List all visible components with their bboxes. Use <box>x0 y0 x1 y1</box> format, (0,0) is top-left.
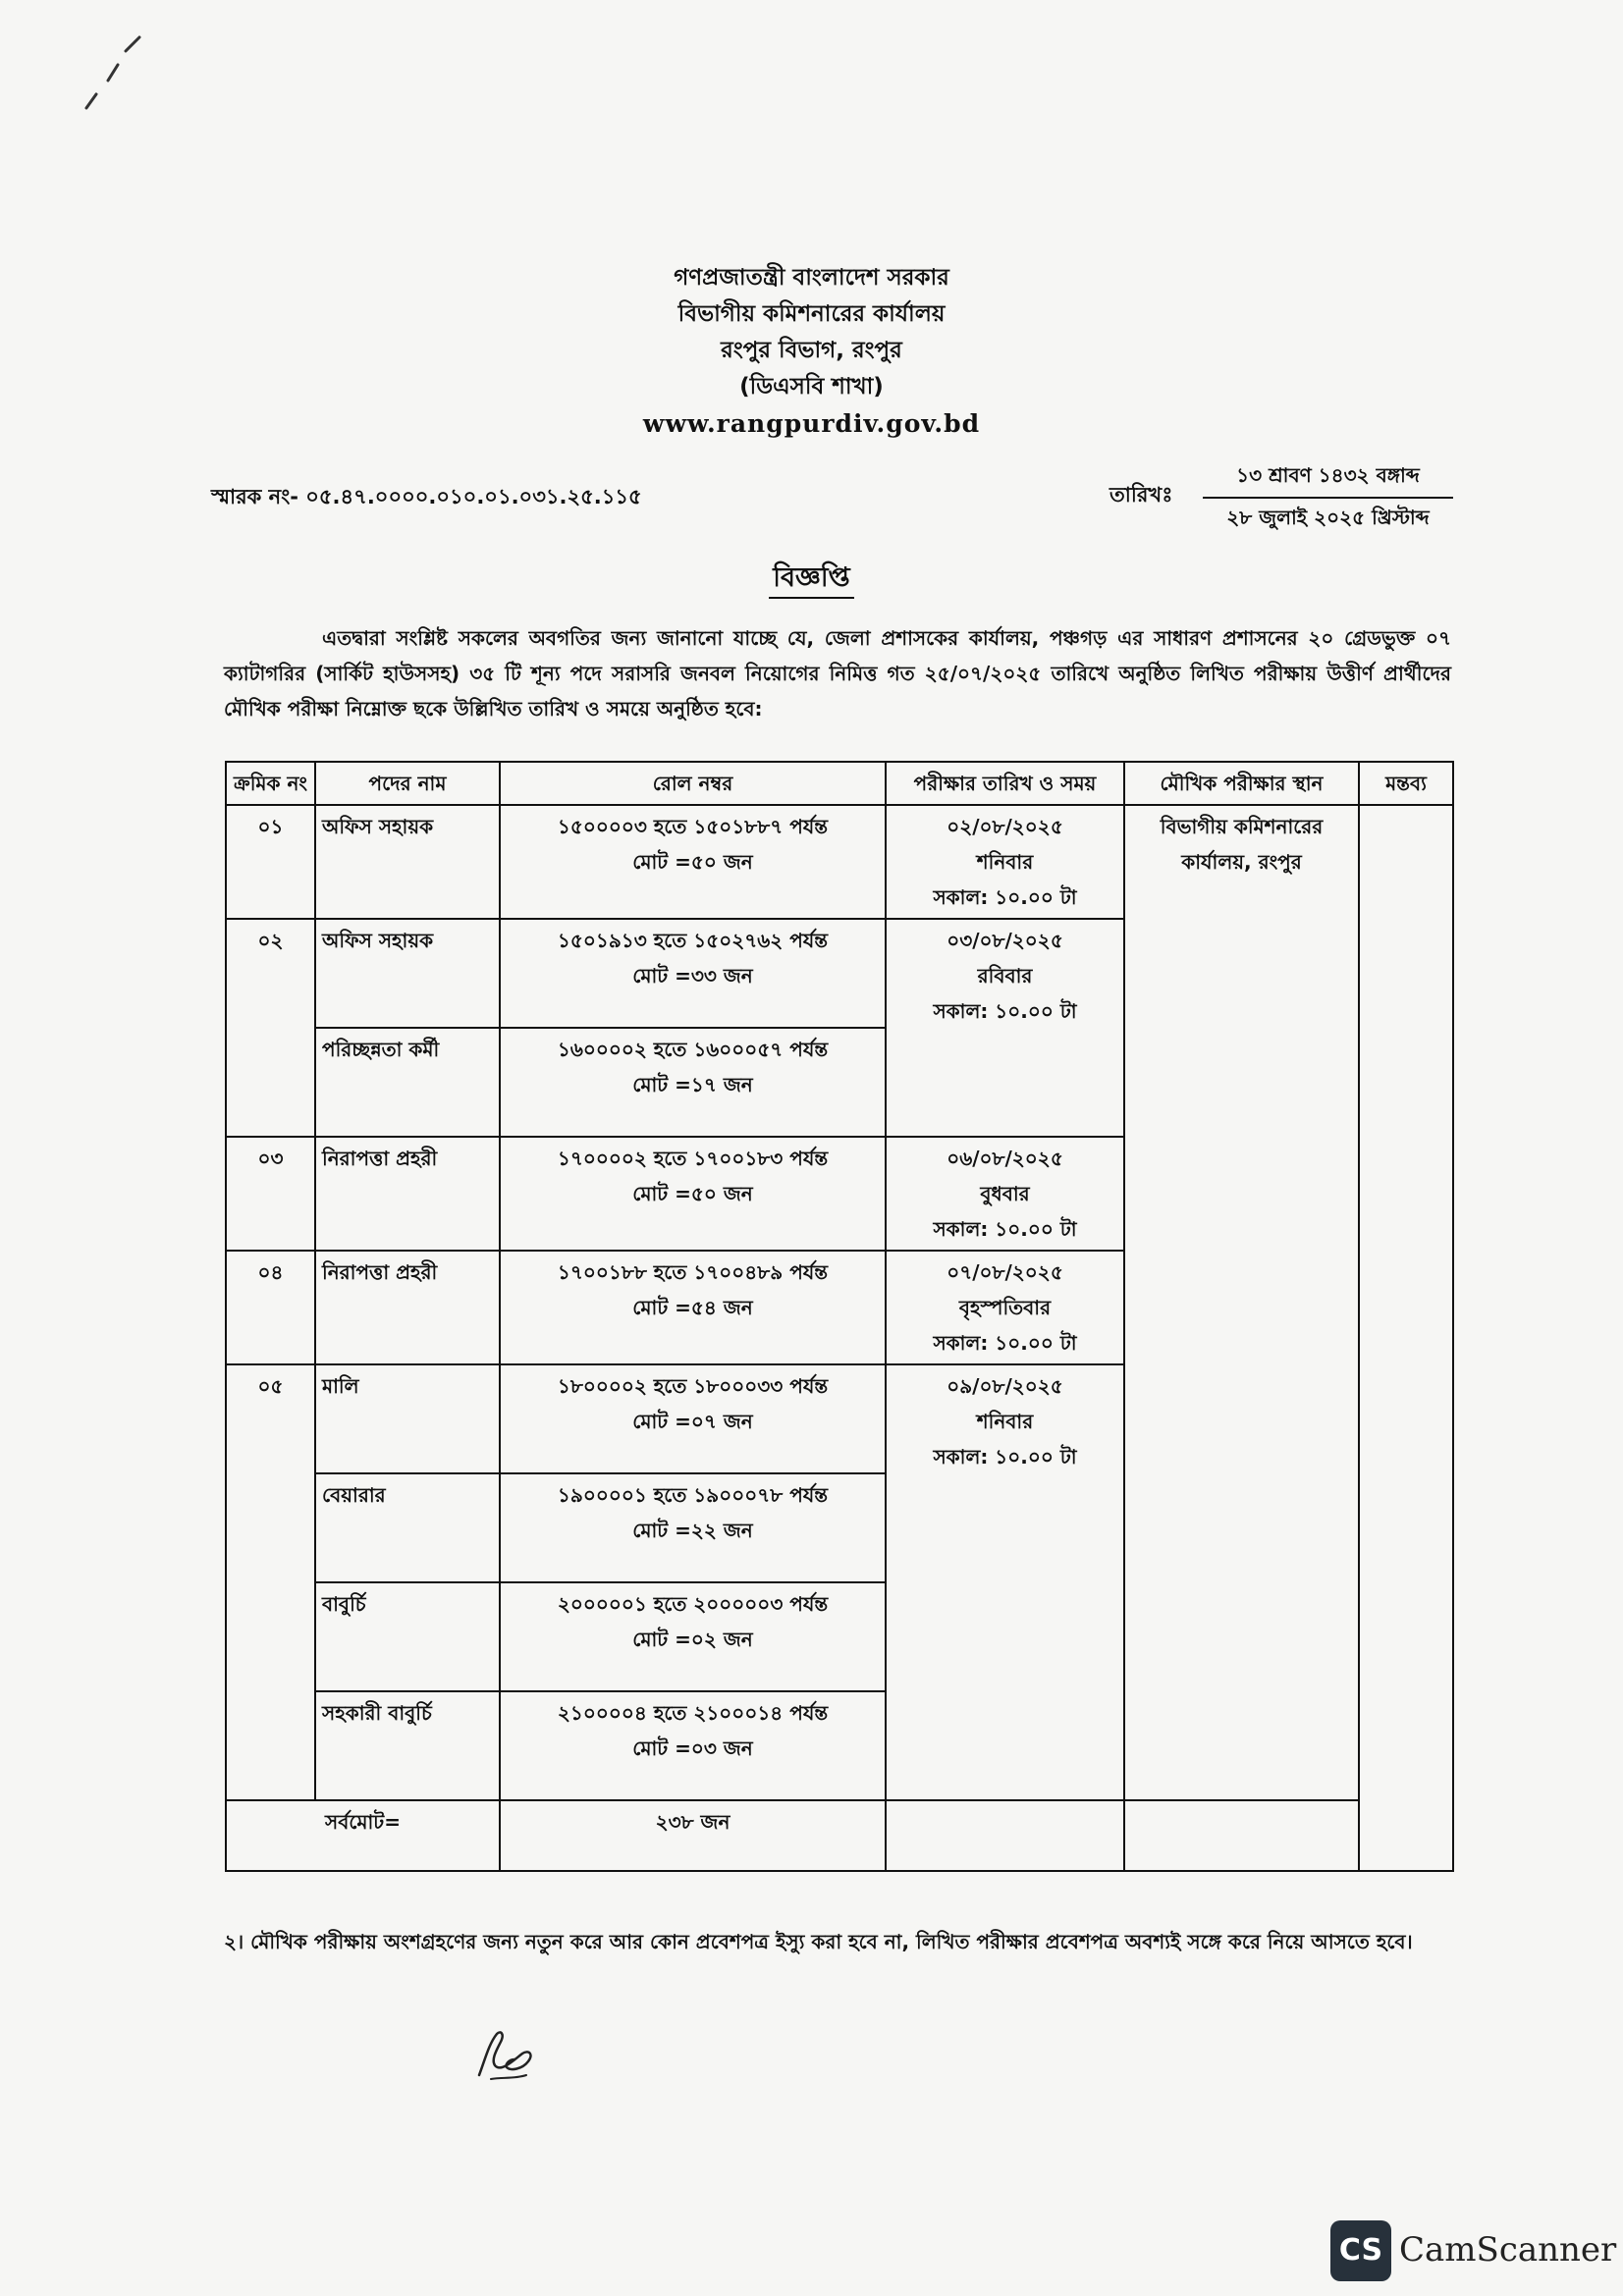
exam-schedule-table <box>225 761 1454 1872</box>
roll-range: ২১০০০০৪ হতে ২১০০০১৪ পর্যন্ত <box>557 1701 829 1725</box>
exam-day: শনিবার <box>976 1410 1034 1433</box>
table-row <box>226 805 1453 919</box>
col-header-venue: মৌখিক পরীক্ষার স্থান <box>1124 762 1359 805</box>
office-name: বিভাগীয় কমিশনারের কার্যালয় <box>677 301 946 327</box>
roll-cell <box>500 1582 886 1691</box>
roll-range: ১৭০০০০২ হতে ১৭০০১৮৩ পর্যন্ত <box>557 1147 829 1170</box>
roll-range: ১৫০০০০৩ হতে ১৫০১৮৮৭ পর্যন্ত <box>557 815 829 838</box>
roll-total: মোট =২২ জন <box>632 1519 753 1542</box>
exam-date: ০৭/০৮/২০২৫ <box>947 1260 1063 1284</box>
exam-time: সকাল: ১০.০০ টা <box>933 1331 1077 1355</box>
notice-body: এতদ্বারা সংশ্লিষ্ট সকলের অবগতির জন্য জানানো যাচ্ছে যে, জেলা প্রশাসকের কার্যালয়, পঞ্চগড় এর সাধারণ প্রশাসনের ২০ গ্রেডভুক্ত ০৭ ক্যাটাগরির (সার্কিট হাউসসহ) ৩৫ টি শূন্য পদে সরাসরি জনবল নিয়োগের নিমিত্ত গত ২৫/০৭/২০২৫ তারিখে অনুষ্ঠিত লিখিত পরীক্ষায় উত্তীর্ণ প্রার্থীদের মৌখিক পরীক্ষা নিম্নোক্ত ছকে উল্লিখিত তারিখ ও সময়ে অনুষ্ঠিত হবে: <box>224 626 1451 721</box>
venue-cell: বিভাগীয় কমিশনারের কার্যালয়, রংপুর <box>1124 805 1359 1800</box>
serial-cell: ০৫ <box>226 1364 315 1800</box>
roll-total: মোট =৩৩ জন <box>632 964 753 988</box>
branch-name: (ডিএসবি শাখা) <box>739 374 884 400</box>
exam-time: সকাল: ১০.০০ টা <box>933 1445 1077 1468</box>
exam-day: রবিবার <box>977 964 1033 988</box>
roll-cell <box>500 919 886 1028</box>
roll-range: ২০০০০০১ হতে ২০০০০০৩ পর্যন্ত <box>557 1592 829 1616</box>
exam-date-cell <box>886 1137 1124 1251</box>
col-header-post: পদের নাম <box>315 762 500 805</box>
roll-total: মোট =৫৪ জন <box>632 1296 753 1319</box>
grand-total-value: ২৩৮ জন <box>500 1800 886 1871</box>
table-header-row <box>226 762 1453 805</box>
exam-date: ০২/০৮/২০২৫ <box>947 815 1063 838</box>
post-cell: অফিস সহায়ক <box>315 805 500 919</box>
date-block <box>1203 461 1453 536</box>
roll-total: মোট =৫০ জন <box>632 1182 753 1205</box>
roll-cell <box>500 1251 886 1364</box>
grand-total-row <box>226 1800 1453 1871</box>
footnote-instruction: ২। মৌখিক পরীক্ষায় অংশগ্রহণের জন্য নতুন করে আর কোন প্রবেশপত্র ইস্যু করা হবে না, লিখিত পরীক্ষার প্রবেশপত্র অবশ্যই সঙ্গে করে নিয়ে আসতে হবে। <box>224 1930 1413 1953</box>
pen-stroke-mark <box>79 29 157 118</box>
roll-cell <box>500 805 886 919</box>
post-cell: বেয়ারার <box>315 1473 500 1582</box>
notice-title <box>0 558 1623 602</box>
notice-title-text: বিজ্ঞপ্তি <box>769 562 854 599</box>
col-header-remarks: মন্তব্য <box>1359 762 1453 805</box>
post-cell: বাবুর্চি <box>315 1582 500 1691</box>
grand-total-empty-cell <box>886 1800 1124 1871</box>
col-header-serial: ক্রমিক নং <box>226 762 315 805</box>
exam-time: সকাল: ১০.০০ টা <box>933 1217 1077 1241</box>
date-bengali: ১৩ শ্রাবণ ১৪৩২ বঙ্গাব্দ <box>1236 463 1420 487</box>
serial-cell: ০৩ <box>226 1137 315 1251</box>
roll-total: মোট =০৩ জন <box>632 1736 753 1760</box>
government-name: গণপ্রজাতন্ত্রী বাংলাদেশ সরকার <box>674 265 949 291</box>
grand-total-empty-cell <box>1124 1800 1359 1871</box>
date-label: তারিখঃ <box>1109 483 1173 507</box>
exam-date-cell <box>886 1251 1124 1364</box>
post-cell: নিরাপত্তা প্রহরী <box>315 1137 500 1251</box>
signature <box>471 2020 550 2089</box>
roll-cell <box>500 1137 886 1251</box>
serial-cell: ০২ <box>226 919 315 1137</box>
roll-range: ১৮০০০০২ হতে ১৮০০০৩৩ পর্যন্ত <box>557 1374 829 1398</box>
exam-time: সকাল: ১০.০০ টা <box>933 999 1077 1023</box>
post-cell: সহকারী বাবুর্চি <box>315 1691 500 1800</box>
division-name: রংপুর বিভাগ, রংপুর <box>721 338 902 363</box>
exam-day: শনিবার <box>976 850 1034 874</box>
roll-total: মোট =০২ জন <box>632 1628 753 1651</box>
exam-date: ০৯/০৮/২০২৫ <box>947 1374 1063 1398</box>
website-address: www.rangpurdiv.gov.bd <box>642 409 981 438</box>
exam-date: ০৩/০৮/২০২৫ <box>947 929 1063 952</box>
exam-day: বৃহস্পতিবার <box>958 1296 1052 1319</box>
letterhead <box>0 260 1623 442</box>
serial-cell: ০৪ <box>226 1251 315 1364</box>
roll-total: মোট =০৭ জন <box>632 1410 753 1433</box>
roll-range: ১৭০০১৮৮ হতে ১৭০০৪৮৯ পর্যন্ত <box>557 1260 829 1284</box>
post-cell: অফিস সহায়ক <box>315 919 500 1028</box>
exam-date: ০৬/০৮/২০২৫ <box>947 1147 1063 1170</box>
post-cell: পরিচ্ছন্নতা কর্মী <box>315 1028 500 1137</box>
roll-cell <box>500 1473 886 1582</box>
roll-range: ১৬০০০০২ হতে ১৬০০০৫৭ পর্যন্ত <box>557 1038 829 1061</box>
roll-total: মোট =৫০ জন <box>632 850 753 874</box>
roll-range: ১৯০০০০১ হতে ১৯০০০৭৮ পর্যন্ত <box>557 1483 829 1507</box>
exam-day: বুধবার <box>980 1182 1030 1205</box>
post-cell: মালি <box>315 1364 500 1473</box>
roll-cell <box>500 1364 886 1473</box>
roll-cell <box>500 1028 886 1137</box>
exam-time: সকাল: ১০.০০ টা <box>933 885 1077 909</box>
col-header-date: পরীক্ষার তারিখ ও সময় <box>886 762 1124 805</box>
remarks-cell <box>1359 805 1453 1871</box>
exam-date-cell <box>886 919 1124 1137</box>
memo-number: স্মারক নং- ০৫.৪৭.০০০০.০১০.০১.০৩১.২৫.১১৫ <box>211 485 642 508</box>
camscanner-logo: CS <box>1330 2220 1391 2281</box>
col-header-roll: রোল নম্বর <box>500 762 886 805</box>
date-gregorian: ২৮ জুলাই ২০২৫ খ্রিস্টাব্দ <box>1203 497 1453 536</box>
roll-total: মোট =১৭ জন <box>632 1073 753 1096</box>
roll-cell <box>500 1691 886 1800</box>
post-cell: নিরাপত্তা প্রহরী <box>315 1251 500 1364</box>
exam-date-cell <box>886 805 1124 919</box>
serial-cell: ০১ <box>226 805 315 919</box>
camscanner-watermark: CamScanner <box>1399 2230 1617 2269</box>
roll-range: ১৫০১৯১৩ হতে ১৫০২৭৬২ পর্যন্ত <box>557 929 829 952</box>
exam-date-cell <box>886 1364 1124 1800</box>
grand-total-label: সর্বমোট= <box>226 1800 500 1871</box>
